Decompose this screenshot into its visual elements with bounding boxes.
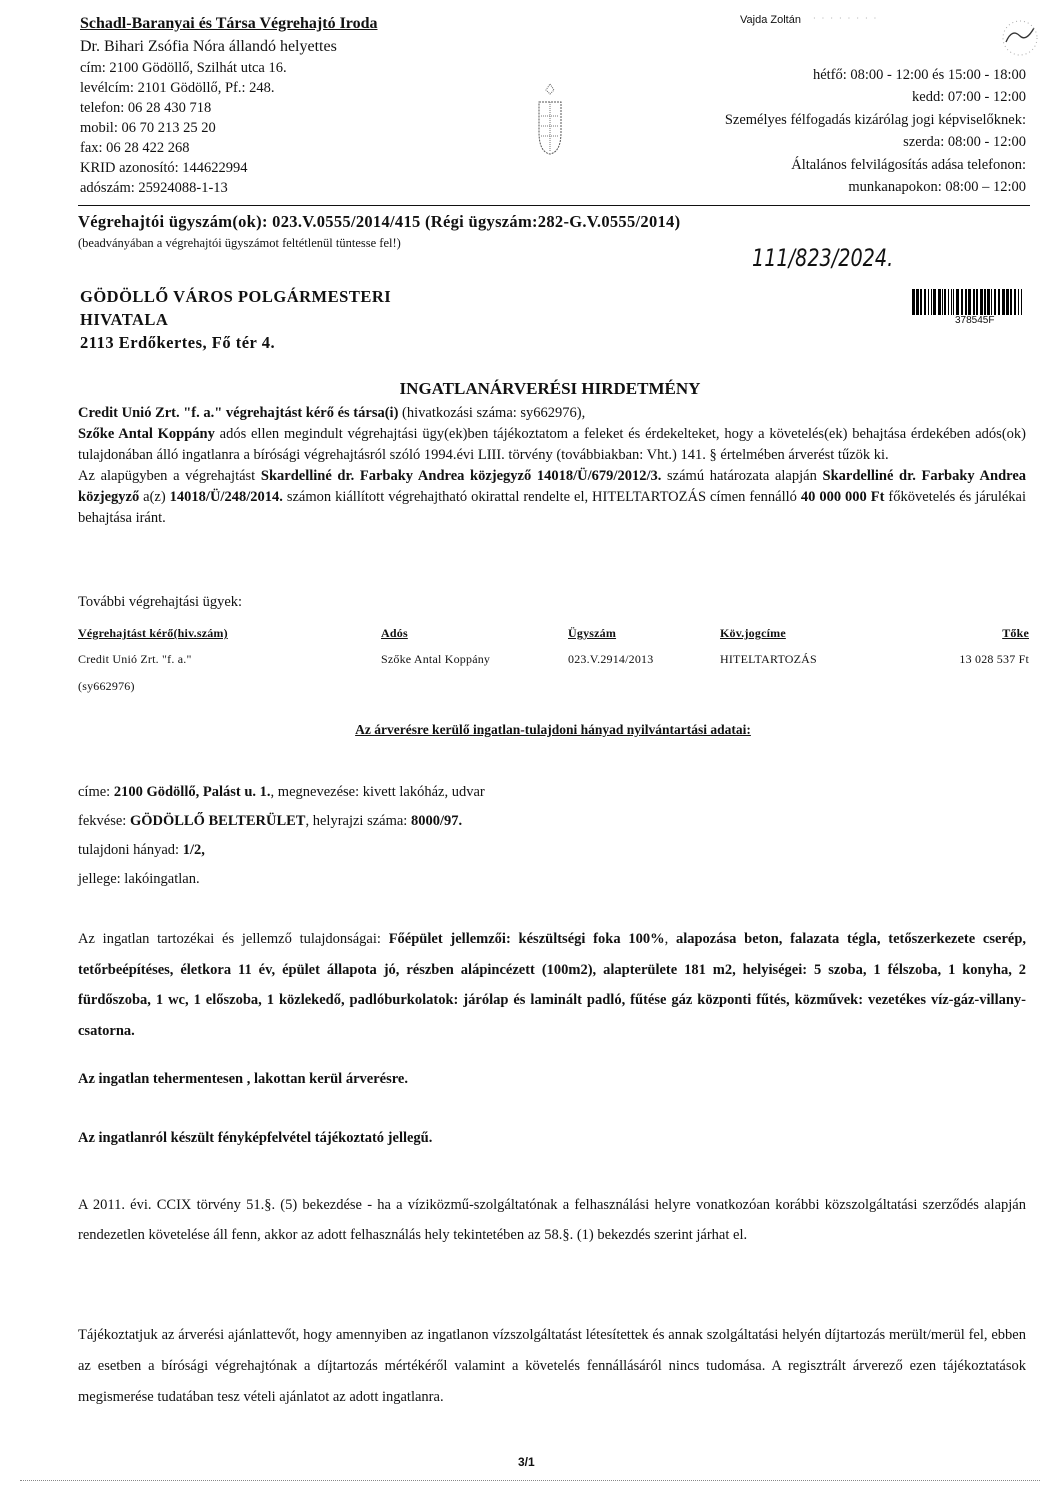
features-paragraph bbox=[78, 924, 1026, 1046]
bold-text: 14018/Ü/248/2014. bbox=[169, 489, 283, 505]
barcode-bar bbox=[956, 289, 959, 315]
cell-creditor-ref: (sy662976) bbox=[78, 679, 135, 693]
barcode-bar bbox=[1006, 289, 1009, 315]
addressee-line: 2113 Erdőkertes, Fő tér 4. bbox=[80, 333, 276, 352]
barcode-bar bbox=[1010, 289, 1012, 315]
bold-text: GÖDÖLLŐ BELTERÜLET bbox=[129, 813, 306, 829]
bold-text: Skardelliné dr. Farbaky Andrea közjegyző bbox=[78, 468, 1027, 505]
barcode-bar bbox=[924, 289, 926, 315]
property-line bbox=[78, 836, 1026, 865]
hours-line: Általános felvilágosítás adása telefonon: bbox=[791, 156, 1026, 173]
hours-line: kedd: 07:00 - 12:00 bbox=[912, 89, 1026, 106]
barcode-bar bbox=[916, 289, 919, 315]
text: (hivatkozási száma: sy662976), bbox=[398, 405, 586, 421]
barcode-bar bbox=[944, 289, 946, 315]
cell-principal: 13 028 537 Ft bbox=[959, 652, 1029, 666]
text: a(z) bbox=[139, 489, 170, 505]
col-header-debtor: Adós bbox=[381, 626, 408, 640]
signer-name: Vajda Zoltán bbox=[740, 14, 801, 26]
statement-photo: Az ingatlanról készült fényképfelvétel tájékoztató jellegű. bbox=[78, 1130, 433, 1146]
addressee-line: GÖDÖLLŐ VÁROS POLGÁRMESTERI bbox=[80, 287, 392, 306]
barcode-bar bbox=[973, 289, 975, 315]
barcode-bar bbox=[1021, 289, 1022, 315]
barcode-bar bbox=[994, 289, 996, 315]
barcode-icon bbox=[912, 289, 1025, 315]
contact-block bbox=[80, 58, 287, 198]
barcode-bar bbox=[998, 289, 1000, 315]
text: számú határozata alapján bbox=[661, 468, 823, 484]
case-note: (beadványában a végrehajtói ügyszámot feltétlenül tüntesse fel!) bbox=[78, 236, 401, 250]
bold-text: 8000/97. bbox=[410, 813, 463, 829]
text: Az ingatlan tartozékai és jellemző tulajdonságai: bbox=[78, 931, 389, 947]
bold-text: alapozása beton, falazata tégla, tetőszerkezete cserép, tetőrbeépítéses, életkora 11 év, épület állapota jó, részben alápincézett (100m2), alapterülete 181 m2, helyiségei: 5 szoba, 1 félszoba, 1 konyha, 2 fürdőszoba, 1 wc, 1 előszoba, 1 közlekedő, padlóburkolatok: járólap és laminált padló, fűtése gáz központi fűtés, közművek: vezetékes víz-gáz-villany-csatorna. bbox=[78, 931, 1027, 1039]
col-header-claim-title: Köv.jogcíme bbox=[720, 626, 786, 640]
page-number: 3/1 bbox=[518, 1455, 535, 1469]
cell-debtor: Szőke Antal Koppány bbox=[381, 652, 491, 666]
features-text bbox=[78, 924, 1026, 1046]
bold-text: Skardelliné dr. Farbaky Andrea közjegyző 14018/Ü/679/2012/3. bbox=[260, 468, 662, 484]
deputy-name: Dr. Bihari Zsófia Nóra állandó helyettes bbox=[80, 38, 337, 55]
text: , helyrajzi száma: bbox=[305, 813, 411, 829]
text: adós ellen megindult végrehajtási ügy(ek)ben tájékoztatom a feleket és érdekelteket, hogy a követelés(ek) behajtása érdekében adós(ok) tulajdonában álló ingatlanra a bírósági végrehajtásról szóló 1994.évi LIII. törvény (továbbiakban: Vht.) 141. § értelmében árverést tűzök ki. bbox=[78, 426, 1026, 463]
text: , bbox=[664, 931, 676, 947]
barcode-label: 378545F bbox=[955, 315, 995, 326]
contact-line: mobil: 06 70 213 25 20 bbox=[80, 120, 216, 136]
addressee bbox=[80, 285, 391, 354]
intro-paragraph bbox=[78, 403, 1026, 424]
cell-creditor: Credit Unió Zrt. "f. a." bbox=[78, 652, 192, 666]
barcode-bar bbox=[987, 289, 990, 315]
property-line bbox=[78, 865, 1026, 894]
barcode-bar bbox=[951, 289, 952, 315]
office-name: Schadl-Baranyai és Társa Végrehajtó Iroda bbox=[80, 15, 378, 32]
hours-line: Személyes félfogadás kizárólag jogi képviselőknek: bbox=[724, 111, 1026, 128]
intro-section bbox=[78, 403, 1026, 529]
barcode-bar bbox=[965, 289, 967, 315]
col-header-principal: Tőke bbox=[1002, 626, 1029, 640]
barcode-bar bbox=[1014, 289, 1016, 315]
barcode-bar bbox=[928, 289, 929, 315]
bold-text: Főépület jellemzői: készültségi foka 100% bbox=[388, 931, 665, 947]
signer-title-faded: · · · · · · · · bbox=[813, 14, 879, 23]
barcode-bar bbox=[961, 289, 963, 315]
bold-text: 40 000 000 Ft bbox=[800, 489, 885, 505]
law-paragraph: A 2011. évi. CCIX törvény 51.§. (5) bekezdése - ha a víziközmű-szolgáltatónak a felhasználási helyre vonatkozóan korábbi közszolgáltatási szerződés alapján rendezetlen követelése áll fenn, akkor az adott felhasználás hely tekintetében az 58.§. (1) bekezdés szerint járhat el. bbox=[78, 1197, 1026, 1243]
bold-text: 2100 Gödöllő, Palást u. 1. bbox=[113, 784, 271, 800]
barcode-bar bbox=[933, 289, 936, 315]
contact-line: adószám: 25924088-1-13 bbox=[80, 180, 228, 196]
bold-text: Szőke Antal Koppány bbox=[78, 426, 215, 442]
text: tulajdoni hányad: bbox=[78, 842, 183, 858]
text: fekvése: bbox=[78, 813, 130, 829]
text: jellege: lakóingatlan. bbox=[78, 871, 200, 887]
office-hours bbox=[725, 64, 1026, 198]
text: Az alapügyben a végrehajtást bbox=[78, 468, 261, 484]
header-divider bbox=[78, 205, 1030, 206]
intro-paragraph bbox=[78, 466, 1026, 529]
scan-edge-line bbox=[20, 1480, 1040, 1481]
barcode-bar bbox=[984, 289, 986, 315]
case-number: Végrehajtói ügyszám(ok): 023.V.0555/2014/415 (Régi ügyszám:282-G.V.0555/2014) bbox=[78, 212, 681, 231]
barcode-bar bbox=[948, 289, 949, 315]
barcode-bar bbox=[968, 289, 971, 315]
bold-text: 1/2, bbox=[182, 842, 205, 858]
property-heading: Az árverésre kerülő ingatlan-tulajdoni hányad nyilvántartási adatai: bbox=[355, 722, 751, 737]
barcode-bar bbox=[1018, 289, 1019, 315]
text: számon kiállított végrehajtható okirattal rendelte el, HITELTARTOZÁS címen fennálló bbox=[282, 489, 801, 505]
property-details bbox=[78, 778, 1026, 894]
barcode-bar bbox=[953, 289, 954, 315]
barcode-bar bbox=[912, 289, 915, 315]
cell-claim-title: HITELTARTOZÁS bbox=[720, 652, 817, 666]
text: főkövetelés és járulékai behajtása iránt. bbox=[78, 489, 1027, 526]
contact-line: cím: 2100 Gödöllő, Szilhát utca 16. bbox=[80, 60, 287, 76]
col-header-creditor: Végrehajtást kérő(hiv.szám) bbox=[78, 626, 228, 640]
contact-line: fax: 06 28 422 268 bbox=[80, 140, 190, 156]
contact-line: KRID azonosító: 144622994 bbox=[80, 160, 248, 176]
col-header-case-number: Ügyszám bbox=[568, 626, 617, 640]
barcode-bar bbox=[938, 289, 941, 315]
document-title: INGATLANÁRVERÉSI HIRDETMÉNY bbox=[399, 379, 701, 398]
bold-text: Credit Unió Zrt. "f. a." végrehajtást kérő és társa(i) bbox=[78, 405, 399, 421]
hours-line: szerda: 08:00 - 12:00 bbox=[903, 134, 1026, 151]
other-cases-heading: További végrehajtási ügyek: bbox=[78, 594, 243, 610]
barcode-bar bbox=[1002, 289, 1005, 315]
contact-line: levélcím: 2101 Gödöllő, Pf.: 248. bbox=[80, 80, 275, 96]
barcode-bar bbox=[976, 289, 978, 315]
cell-case-number: 023.V.2914/2013 bbox=[568, 652, 654, 666]
coat-of-arms-icon bbox=[535, 82, 565, 157]
hours-line: hétfő: 08:00 - 12:00 és 15:00 - 18:00 bbox=[812, 67, 1026, 83]
barcode-bar bbox=[980, 289, 983, 315]
handwritten-filing-number: 111/823/2024. bbox=[752, 244, 894, 272]
info-paragraph: Tájékoztatjuk az árverési ajánlattevőt, hogy amennyiben az ingatlanon vízszolgáltatást létesítettek és annak szolgáltatási helyén díjtartozás merült/merül fel, ebben az esetben a bírósági végrehajtónak a díjtartozás mértékéről valamint a követelés fennállásáról nincs tudomása. A regisztrált árverező ezen tájékoztatások megismerése tudatában tesz vételi ajánlatot az adott ingatlanra. bbox=[78, 1327, 1026, 1405]
intro-paragraph bbox=[78, 424, 1026, 466]
hours-line: munkanapokon: 08:00 – 12:00 bbox=[848, 179, 1026, 196]
barcode-bar bbox=[920, 289, 922, 315]
contact-line: telefon: 06 28 430 718 bbox=[80, 100, 212, 116]
text: címe: bbox=[78, 784, 114, 800]
text: , megnevezése: kivett lakóház, udvar bbox=[270, 784, 485, 800]
property-line bbox=[78, 807, 1026, 836]
property-line bbox=[78, 778, 1026, 807]
barcode-bar bbox=[942, 289, 943, 315]
statement-encumbrance: Az ingatlan tehermentesen , lakottan kerül árverésre. bbox=[78, 1071, 408, 1087]
barcode-bar bbox=[991, 289, 992, 315]
addressee-line: HIVATALA bbox=[80, 310, 169, 329]
signature-stamp-icon bbox=[1000, 18, 1042, 58]
barcode-bar bbox=[931, 289, 932, 315]
